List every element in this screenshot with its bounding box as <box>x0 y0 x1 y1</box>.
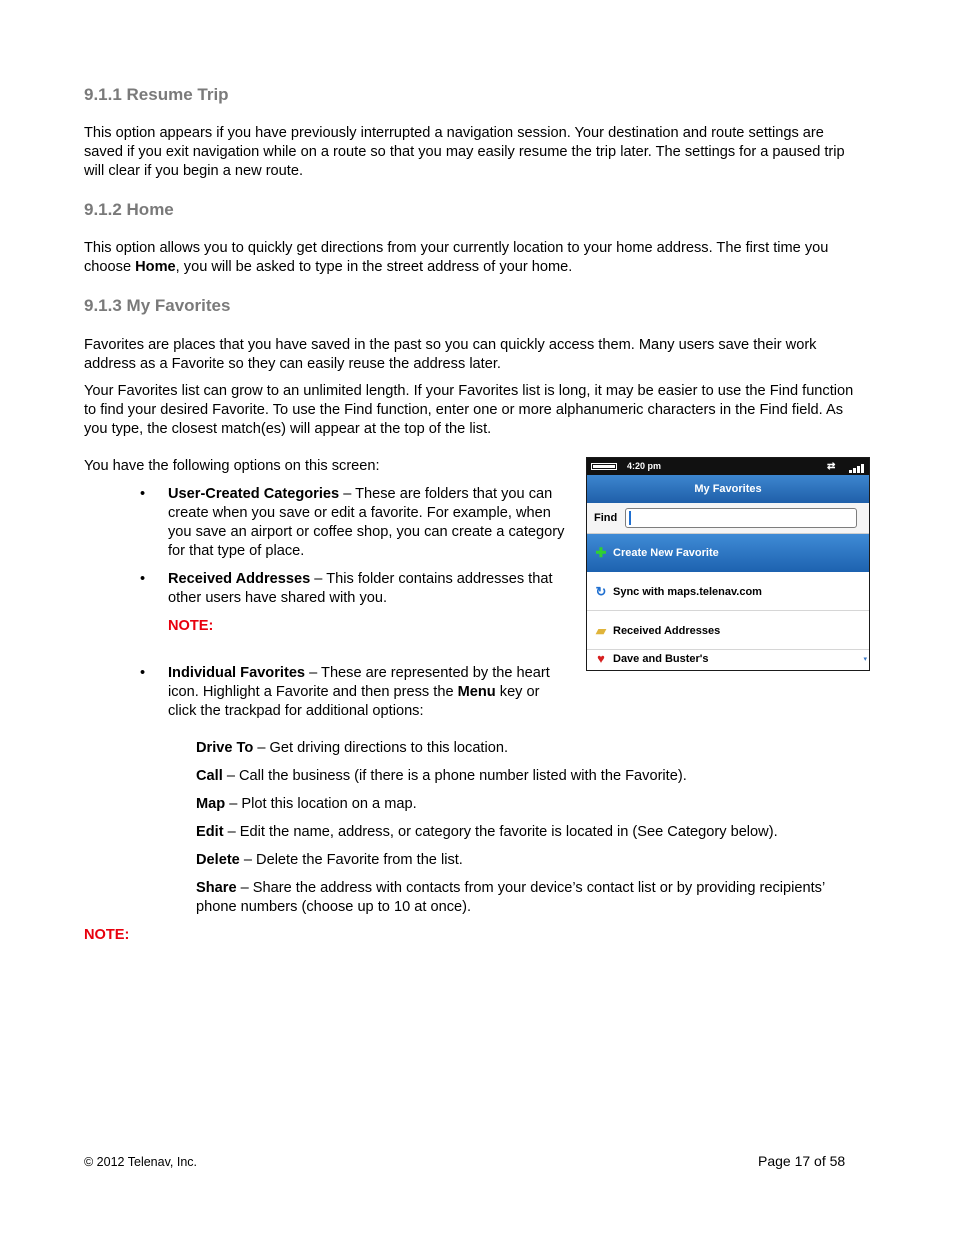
list-item: • Individual Favorites – These are represented by the heart icon. Highlight a Favorite and then press the Menu key or click the trackpad for additional options: <box>140 665 550 719</box>
clock-time: 4:20 pm <box>627 461 662 471</box>
list-item-label: Sync with maps.telenav.com <box>613 586 762 598</box>
options-list-3 <box>140 664 570 721</box>
bullet-glyph: • <box>140 571 146 587</box>
option-drive-to: Drive To – Get driving directions to this location. <box>196 740 509 756</box>
list-item[interactable] <box>587 534 869 572</box>
text-cursor <box>629 511 631 525</box>
footer-copyright: © 2012 Telenav, Inc. <box>84 1155 197 1169</box>
list-item-label: Create New Favorite <box>613 547 719 559</box>
status-bar <box>587 458 869 475</box>
list-item-label: Dave and Buster's <box>613 653 709 665</box>
section-heading-resume-trip: 9.1.1 Resume Trip <box>84 85 229 104</box>
bullet-glyph: • <box>140 665 146 681</box>
home-description: This option allows you to quickly get directions from your currently location to your home address. The first time you choose Home, you will be asked to type in the street address of your home. <box>84 240 829 275</box>
option-edit: Edit – Edit the name, address, or category the favorite is located in (See Category below). <box>196 824 778 840</box>
battery-icon <box>591 463 617 470</box>
note-label-2: NOTE: <box>84 927 130 943</box>
folder-icon: ▰ <box>596 623 606 638</box>
list-item[interactable] <box>587 612 869 650</box>
scroll-down-icon[interactable]: ▾ <box>863 656 867 663</box>
list-item[interactable] <box>587 651 869 671</box>
signal-activity-icon: ⇄ <box>827 461 836 472</box>
plus-icon: ✚ <box>595 545 607 560</box>
options-intro: You have the following options on this screen: <box>84 458 380 474</box>
find-label: Find <box>594 512 618 524</box>
option-map: Map – Plot this location on a map. <box>196 796 417 812</box>
favorites-paragraph-1: Favorites are places that you have saved in the past so you can quickly access them. Many users save their work address as a Favorite so they can easily reuse the address later. <box>84 337 817 372</box>
bullet-glyph: • <box>140 486 146 502</box>
screen-title: My Favorites <box>587 475 869 503</box>
sync-icon: ↻ <box>595 584 607 599</box>
my-favorites-screenshot <box>586 457 870 671</box>
resume-trip-description: This option appears if you have previously interrupted a navigation session. Your destination and route settings are saved if you exit navigation while on a route so that you may easily resume the trip later. The settings for a paused trip will clear if you begin a new route. <box>84 125 845 179</box>
list-item-label: Received Addresses <box>613 625 721 637</box>
option-delete: Delete – Delete the Favorite from the list. <box>196 852 463 868</box>
home-bold: Home <box>135 259 176 275</box>
find-bar <box>587 503 869 534</box>
favorites-paragraph-2: Your Favorites list can grow to an unlimited length. If your Favorites list is long, it may be easier to use the Find function to find your desired Favorite. To use the Find function, enter one or more alphanumeric characters in the Find field. As you type, the closest match(es) will appear at the top of the list. <box>84 383 854 437</box>
options-list <box>140 485 570 561</box>
list-item: • Received Addresses – This folder contains addresses that other users have shared with you. <box>140 571 553 606</box>
list-item: • User-Created Categories – These are folders that you can create when you save or edit a favorite. For example, when you save an airport or coffee shop, you can create a category for that type of place. <box>140 486 565 559</box>
options-list-2 <box>140 570 570 608</box>
option-share: Share – Share the address with contacts from your device’s contact list or by providing recipients’ phone numbers (choose up to 10 at once). <box>196 880 825 915</box>
signal-strength-icon <box>849 462 865 471</box>
heart-icon: ♥ <box>597 651 605 666</box>
section-heading-my-favorites: 9.1.3 My Favorites <box>84 296 231 315</box>
section-heading-home: 9.1.2 Home <box>84 200 174 219</box>
option-call: Call – Call the business (if there is a phone number listed with the Favorite). <box>196 768 687 784</box>
list-item[interactable] <box>587 573 869 611</box>
footer-page-number: Page 17 of 58 <box>758 1153 846 1169</box>
find-input[interactable] <box>625 508 857 528</box>
note-label: NOTE: <box>168 618 214 634</box>
